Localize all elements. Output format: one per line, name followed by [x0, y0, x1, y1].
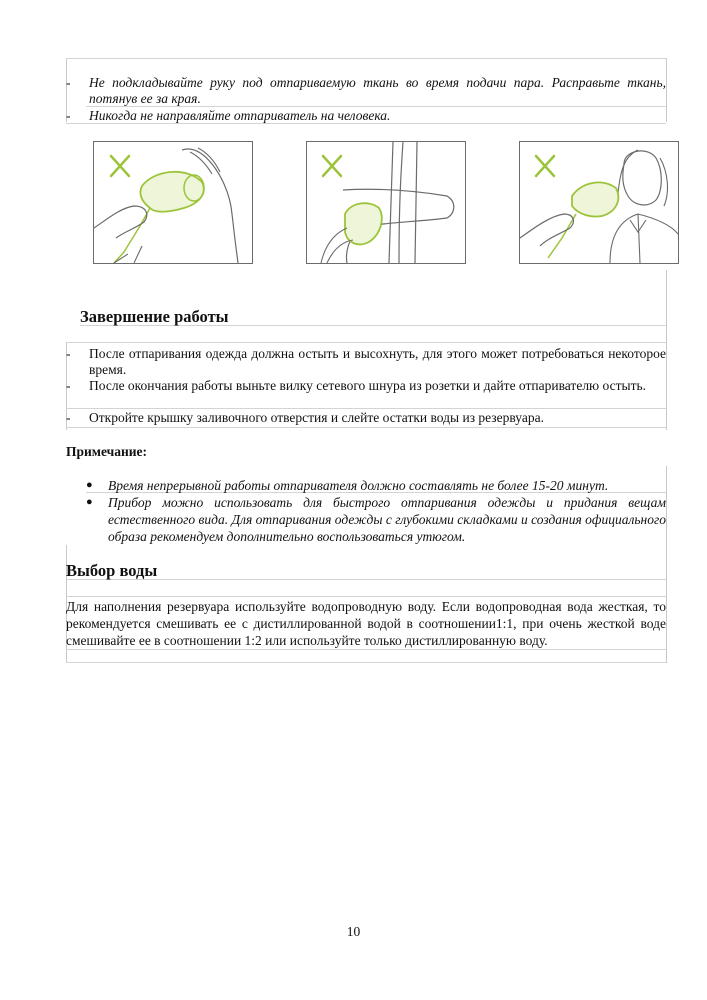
warning-item — [66, 75, 666, 109]
guide-line — [66, 649, 666, 650]
guide-line — [66, 427, 666, 428]
dash-marker: - — [66, 108, 71, 123]
section-title-water: Выбор воды — [66, 561, 158, 580]
cross-mark-icon — [323, 156, 341, 176]
hand-under-steam-icon — [94, 142, 252, 263]
note-item-text: Время непрерывной работы отпаривателя должно составлять не более 15-20 минут. — [108, 478, 609, 493]
note-item — [86, 494, 666, 546]
dash-marker: - — [66, 346, 71, 361]
steam-at-person-icon — [520, 142, 678, 263]
list-item — [66, 378, 666, 412]
note-title: Примечание: — [66, 444, 148, 459]
section-title-finish: Завершение работы — [80, 307, 229, 326]
guide-line — [66, 342, 666, 343]
bullet-icon: ● — [86, 479, 93, 491]
note-item — [86, 477, 666, 494]
warning-text: Никогда не направляйте отпариватель на человека. — [89, 108, 391, 123]
warning-text: Не подкладывайте руку под отпариваемую ткань во время подачи пара. Расправьте ткань, потянув ее за края. — [89, 75, 666, 106]
cross-mark-icon — [111, 156, 129, 176]
dash-marker: - — [66, 75, 71, 90]
guide-line — [666, 58, 667, 122]
list-item-text: Откройте крышку заливочного отверстия и слейте остатки воды из резервуара. — [89, 410, 544, 425]
dash-marker: - — [66, 378, 71, 393]
illustration-steaming-fabric-on-body — [306, 141, 466, 264]
guide-line — [666, 270, 667, 342]
steaming-fabric-on-body-icon — [307, 142, 465, 263]
illustration-hand-under-steam — [93, 141, 253, 264]
guide-line — [666, 342, 667, 430]
list-item-text: После отпаривания одежда должна остыть и высохнуть, для этого может потребоваться некоторое время. — [89, 346, 666, 377]
page-number: 10 — [346, 924, 361, 939]
illustration-steam-at-person — [519, 141, 679, 264]
dash-marker: - — [66, 410, 71, 425]
list-item-text: После окончания работы выньте вилку сетевого шнура из розетки и дайте отпаривателю остыть. — [89, 378, 647, 393]
warning-item — [66, 108, 666, 125]
guide-line — [666, 466, 667, 546]
water-paragraph: Для наполнения резервуара используйте водопроводную воду. Если водопроводная вода жесткая, то рекомендуется смешивать ее с дистиллированной водой в соотношении1:1, при очень жесткой воде смешивайте ее в соотношении 1:2 или используйте только дистиллированную воду. — [66, 599, 666, 648]
guide-line — [66, 596, 666, 597]
guide-line — [66, 662, 666, 663]
note-item-text: Прибор можно использовать для быстрого отпаривания одежды и придания вещам естественного вида. Для отпаривания одежды с глубокими складками и создания официального образа рекомендуем дополнительно воспользоваться утюгом. — [108, 495, 666, 544]
guide-line — [66, 58, 666, 59]
cross-mark-icon — [536, 156, 554, 176]
guide-line — [666, 545, 667, 663]
list-item — [66, 346, 666, 380]
bullet-icon: ● — [86, 496, 93, 508]
list-item — [66, 410, 666, 427]
